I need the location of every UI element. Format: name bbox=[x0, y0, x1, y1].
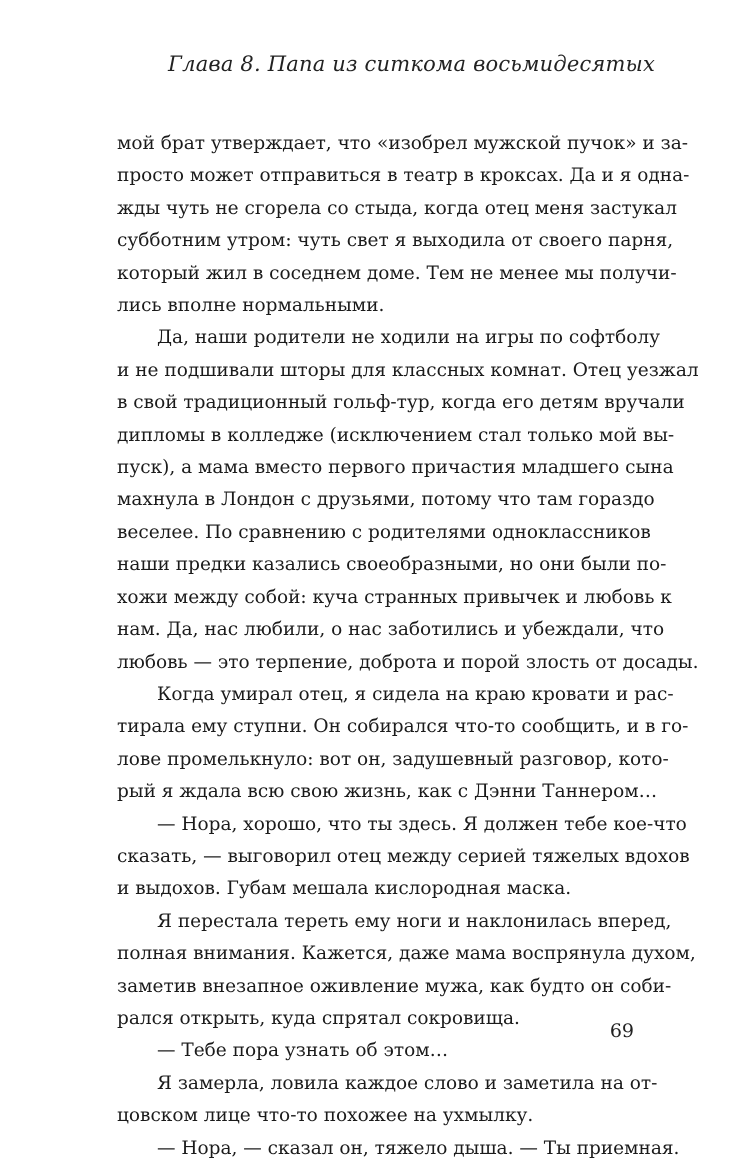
text-line: жды чуть не сгорела со стыда, когда отец меня застукал bbox=[117, 197, 677, 219]
text-line: заметив внезапное оживление мужа, как будто он соби- bbox=[117, 975, 672, 997]
text-line: в свой традиционный гольф-тур, когда его детям вручали bbox=[117, 392, 685, 414]
text-line: веселее. По сравнению с родителями одноклассников bbox=[117, 521, 651, 543]
text-line: и не подшивали шторы для классных комнат. Отец уезжал bbox=[117, 359, 699, 381]
text-line: Когда умирал отец, я сидела на краю кровати и рас- bbox=[157, 683, 674, 705]
text-line: рый я ждала всю свою жизнь, как с Дэнни Таннером… bbox=[117, 781, 658, 803]
text-line: — Тебе пора узнать об этом… bbox=[157, 1040, 449, 1062]
text-line: тирала ему ступни. Он собирался что-то сообщить, и в го- bbox=[117, 716, 689, 738]
text-line: цовском лице что-то похожее на ухмылку. bbox=[117, 1105, 534, 1127]
text-line: Я перестала тереть ему ноги и наклонилась вперед, bbox=[157, 910, 672, 932]
text-line: пуск), а мама вместо первого причастия младшего сына bbox=[117, 457, 674, 479]
page-number: 69 bbox=[609, 1020, 634, 1042]
text-line: — Нора, хорошо, что ты здесь. Я должен тебе кое-что bbox=[157, 813, 687, 835]
text-line: хожи между собой: куча странных привычек и любовь к bbox=[117, 586, 672, 608]
text-line: Да, наши родители не ходили на игры по софтболу bbox=[157, 327, 661, 349]
text-line: просто может отправиться в театр в кроксах. Да и я одна- bbox=[117, 165, 690, 187]
page-body bbox=[117, 128, 699, 1165]
text-line: мой брат утверждает, что «изобрел мужской пучок» и за- bbox=[117, 133, 688, 154]
text-line: нам. Да, нас любили, о нас заботились и убеждали, что bbox=[117, 619, 665, 641]
text-line: и выдохов. Губам мешала кислородная маска. bbox=[117, 878, 572, 900]
text-line: дипломы в колледже (исключением стал только мой вы- bbox=[117, 424, 675, 446]
text-line: субботним утром: чуть свет я выходила от своего парня, bbox=[117, 230, 674, 252]
text-line: сказать, — выговорил отец между серией тяжелых вдохов bbox=[117, 845, 690, 867]
text-line: лове промелькнуло: вот он, задушевный разговор, кото- bbox=[117, 748, 669, 770]
text-line: махнула в Лондон с друзьями, потому что там гораздо bbox=[117, 489, 655, 511]
text-line: Я замерла, ловила каждое слово и заметила на от- bbox=[157, 1072, 658, 1094]
text-line: наши предки казались своеобразными, но они были по- bbox=[117, 554, 667, 576]
running-header: Глава 8. Папа из ситкома восьмидесятых bbox=[168, 52, 655, 76]
text-line: рался открыть, куда спрятал сокровища. bbox=[117, 1007, 520, 1029]
text-line: — Нора, — сказал он, тяжело дыша. — Ты приемная. bbox=[157, 1137, 680, 1159]
text-line: лись вполне нормальными. bbox=[117, 295, 385, 317]
text-line: который жил в соседнем доме. Тем не менее мы получи- bbox=[117, 262, 677, 284]
text-line: полная внимания. Кажется, даже мама воспрянула духом, bbox=[117, 943, 696, 965]
text-line: любовь — это терпение, доброта и порой злость от досады. bbox=[117, 651, 699, 673]
